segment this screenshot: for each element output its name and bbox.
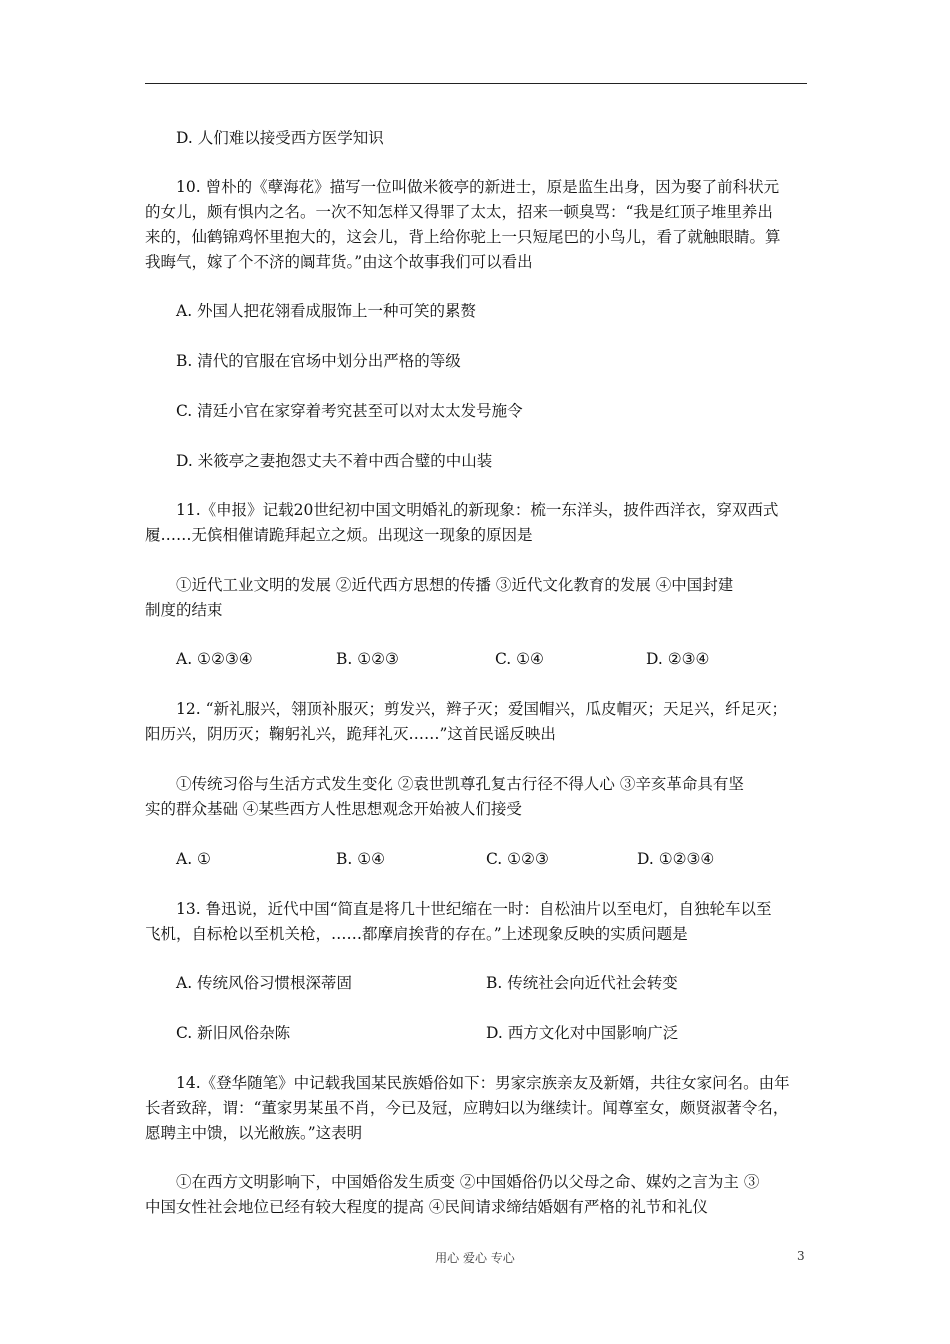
q11-option-c: C. ①④ <box>495 650 544 668</box>
q13-option-b: B. 传统社会向近代社会转变 <box>486 974 678 992</box>
q12-option-b: B. ①④ <box>336 850 386 868</box>
q9-option-d: D. 人们难以接受西方医学知识 <box>176 129 384 147</box>
q13-option-d: D. 西方文化对中国影响广泛 <box>486 1024 679 1042</box>
q11-option-b: B. ①②③ <box>336 650 399 668</box>
q14-stem-line-2: 长者致辞，谓：“董家男某虽不肖，今已及冠，应聘妇以为继续计。闻尊室女，颇贤淑著令名， <box>145 1099 789 1117</box>
footer-slogan: 用心 爱心 专心 <box>435 1251 515 1265</box>
q13-stem-line-1: 13. 鲁迅说，近代中国“简直是将几十世纪缩在一时：自松油片以至电灯，自独轮车以至 <box>176 900 772 918</box>
q12-stem-line-2: 阳历兴，阴历灭；鞠躬礼兴，跪拜礼灭……”这首民谣反映出 <box>145 725 556 743</box>
q10-stem-line-2: 的女儿，颇有惧内之名。一次不知怎样又得罪了太太，招来一顿臭骂：“我是红顶子堆里养出 <box>145 203 773 221</box>
q12-option-a: A. ① <box>176 850 211 868</box>
q11-option-a: A. ①②③④ <box>176 650 253 668</box>
q10-option-b: B. 清代的官服在官场中划分出严格的等级 <box>176 352 461 370</box>
q10-stem-line-1: 10. 曾朴的《孽海花》描写一位叫做米筱亭的新进士，原是监生出身，因为娶了前科状元 <box>176 178 780 196</box>
q12-items-line-2: 实的群众基础 ④某些西方人性思想观念开始被人们接受 <box>145 800 522 818</box>
q11-stem-line-2: 履……无傧相催请跪拜起立之烦。出现这一现象的原因是 <box>145 526 533 544</box>
header-rule <box>145 83 807 84</box>
q10-option-c: C. 清廷小官在家穿着考究甚至可以对太太发号施令 <box>176 402 523 420</box>
q13-stem-line-2: 飞机，自标枪以至机关枪，……都摩肩挨背的存在。”上述现象反映的实质问题是 <box>145 925 688 943</box>
q14-stem-line-3: 愿聘主中馈，以光敝族。”这表明 <box>145 1124 363 1142</box>
q12-option-c: C. ①②③ <box>486 850 549 868</box>
q11-items-line-1: ①近代工业文明的发展 ②近代西方思想的传播 ③近代文化教育的发展 ④中国封建 <box>176 576 734 594</box>
page-number: 3 <box>797 1249 805 1263</box>
q12-stem-line-1: 12. “新礼服兴，翎顶补服灭；剪发兴，辫子灭；爱国帽兴，瓜皮帽灭；天足兴，纤足灭； <box>176 700 788 718</box>
q10-stem-line-3: 来的，仙鹤锦鸡怀里抱大的，这会儿，背上给你驼上一只短尾巴的小鸟儿，看了就触眼睛。算 <box>145 228 781 246</box>
q11-stem-line-1: 11.《申报》记载20世纪初中国文明婚礼的新现象：梳一东洋头，披件西洋衣，穿双西式 <box>176 501 779 519</box>
q12-items-line-1: ①传统习俗与生活方式发生变化 ②袁世凯尊孔复古行径不得人心 ③辛亥革命具有坚 <box>176 775 744 793</box>
q11-option-d: D. ②③④ <box>646 650 710 668</box>
q11-items-line-2: 制度的结束 <box>145 601 223 619</box>
q10-option-d: D. 米筱亭之妻抱怨丈夫不着中西合璧的中山装 <box>176 452 493 470</box>
q13-option-c: C. 新旧风俗杂陈 <box>176 1024 291 1042</box>
q14-stem-line-1: 14.《登华随笔》中记载我国某民族婚俗如下：男家宗族亲友及新婿，共往女家问名。由年 <box>176 1074 790 1092</box>
q13-option-a: A. 传统风俗习惯根深蒂固 <box>176 974 353 992</box>
q10-stem-line-4: 我晦气，嫁了个不济的阘茸货。”由这个故事我们可以看出 <box>145 253 533 271</box>
q10-option-a: A. 外国人把花翎看成服饰上一种可笑的累赘 <box>176 302 477 320</box>
q12-option-d: D. ①②③④ <box>637 850 715 868</box>
q14-items-line-2: 中国女性社会地位已经有较大程度的提高 ④民间请求缔结婚姻有严格的礼节和礼仪 <box>145 1198 708 1216</box>
q14-items-line-1: ①在西方文明影响下，中国婚俗发生质变 ②中国婚俗仍以父母之命、媒妁之言为主 ③ <box>176 1173 760 1191</box>
